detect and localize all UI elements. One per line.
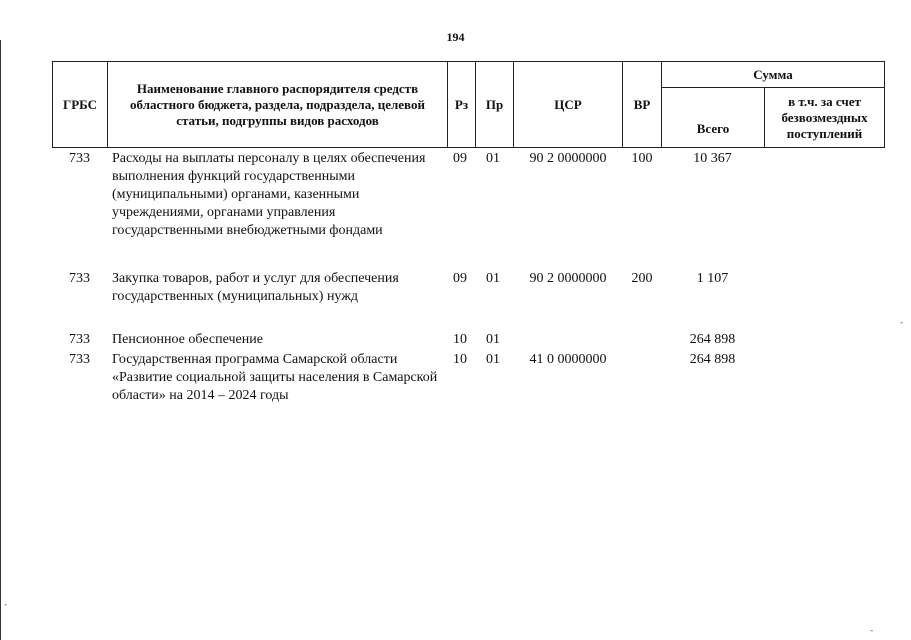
cell-total: 264 898 — [689, 332, 736, 347]
cell-name: Расходы на выплаты персоналу в целях обеспечения выполнения функций государственными (муниципальными) органами, казенными учреждениями, органами управления государственными внебюджетными фондами — [112, 151, 426, 238]
cell-name: Закупка товаров, работ и услуг для обеспечения государственных (муниципальных) нужд — [112, 271, 399, 304]
scan-mark: - — [900, 318, 904, 328]
table-header — [52, 61, 885, 148]
scan-edge-line — [0, 40, 1, 640]
cell-csr: 90 2 0000000 — [529, 271, 607, 286]
cell-grbs: 733 — [69, 332, 90, 347]
header-csr: ЦСР — [514, 62, 623, 148]
cell-rz: 09 — [453, 151, 467, 166]
cell-total: 1 107 — [696, 271, 729, 286]
cell-grbs: 733 — [69, 151, 90, 166]
cell-name: Государственная программа Самарской области «Развитие социальной защиты населения в Самарской области» на 2014 – 2024 годы — [112, 352, 438, 403]
cell-csr: 90 2 0000000 — [529, 151, 607, 166]
header-rz: Рз — [448, 62, 476, 148]
cell-csr: 41 0 0000000 — [529, 352, 607, 367]
scan-mark: - — [870, 626, 874, 636]
cell-grbs: 733 — [69, 352, 90, 367]
cell-rz: 09 — [453, 271, 467, 286]
cell-name: Пенсионное обеспечение — [112, 332, 263, 347]
header-vr: ВР — [623, 62, 662, 148]
header-sum: Сумма — [662, 62, 885, 88]
cell-pr: 01 — [486, 271, 500, 286]
header-grbs: ГРБС — [53, 62, 108, 148]
cell-pr: 01 — [486, 352, 500, 367]
cell-total: 264 898 — [689, 352, 736, 367]
cell-grbs: 733 — [69, 271, 90, 286]
cell-vr: 200 — [631, 271, 653, 286]
header-name: Наименование главного распорядителя средств областного бюджета, раздела, подраздела, целевой статьи, подгруппы видов расходов — [108, 62, 448, 148]
scan-mark: - — [4, 600, 8, 610]
header-free: в т.ч. за счет безвозмездных поступлений — [765, 88, 885, 148]
header-total: Всего — [662, 88, 765, 148]
cell-rz: 10 — [453, 352, 467, 367]
cell-total: 10 367 — [693, 151, 732, 166]
page-number: 194 — [446, 30, 465, 44]
header-pr: Пр — [476, 62, 514, 148]
cell-pr: 01 — [486, 332, 500, 347]
cell-pr: 01 — [486, 151, 500, 166]
cell-rz: 10 — [453, 332, 467, 347]
cell-vr: 100 — [631, 151, 653, 166]
